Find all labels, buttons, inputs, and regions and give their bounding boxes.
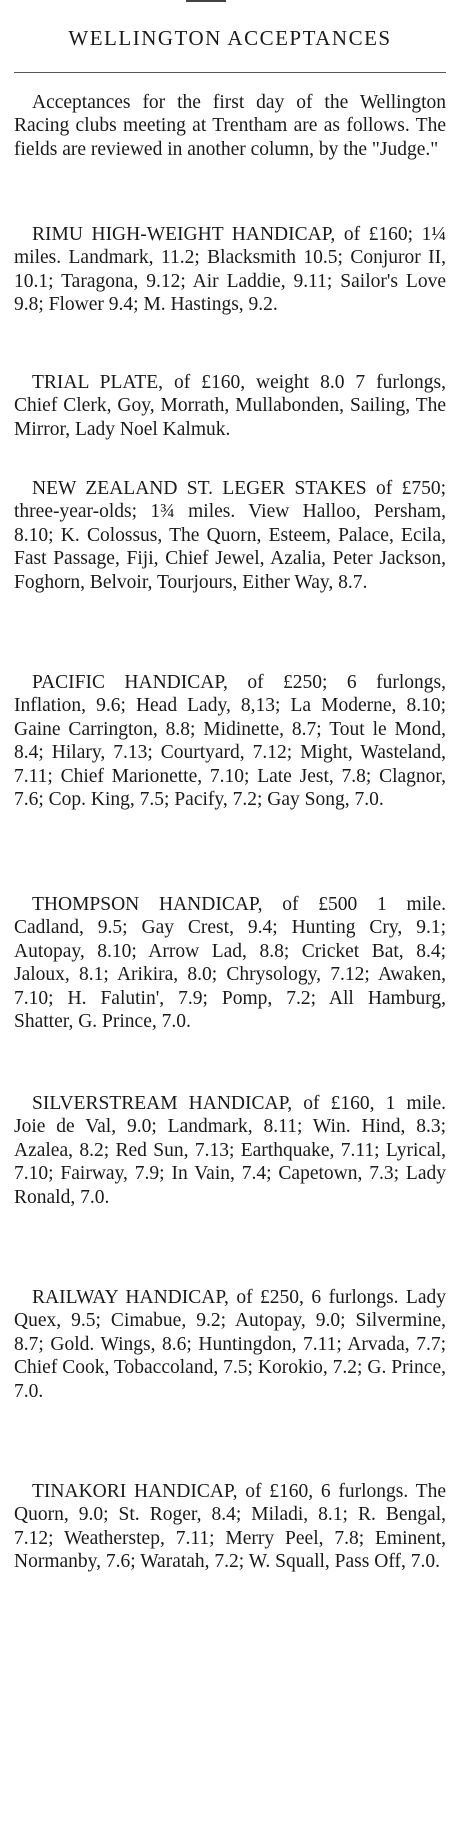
race-new-zealand-st-leger: NEW ZEALAND ST. LEGER STAKES of £750; three-year-olds; 1¾ miles. View Halloo, Persham, 8.10; K. Colossus, The Quorn, Esteem, Palace, Ecila, Fast Passage, Fiji, Chief Jewel, Azalia, Peter Jackson, Foghorn, Belvoir, Tourjours, Either Way, 8.7.: [14, 478, 446, 593]
intro-paragraph: Acceptances for the first day of the Wellington Racing clubs meeting at Trentham are as follows. The fields are reviewed in another column, by the "Judge.": [14, 92, 446, 160]
race-thompson-handicap: THOMPSON HANDICAP, of £500 1 mile. Cadland, 9.5; Gay Crest, 9.4; Hunting Cry, 9.1; Autopay, 8.10; Arrow Lad, 8.8; Cricket Bat, 8.4; Jaloux, 8.1; Arikira, 8.0; Chrysology, 7.12; Awaken, 7.10; H. Falutin', 7.9; Pomp, 7.2; All Hamburg, Shatter, G. Prince, 7.0.: [14, 894, 446, 1033]
race-tinakori-handicap: TINAKORI HANDICAP, of £160, 6 furlongs. The Quorn, 9.0; St. Roger, 8.4; Miladi, 8.1; R. Bengal, 7.12; Weatherstep, 7.11; Merry Peel, 7.8; Eminent, Normanby, 7.6; Waratah, 7.2; W. Squall, Pass Off, 7.0.: [14, 1481, 446, 1573]
race-pacific-handicap: PACIFIC HANDICAP, of £250; 6 furlongs, Inflation, 9.6; Head Lady, 8,13; La Moderne, 8.10; Gaine Carrington, 8.8; Midinette, 8.7; Tout le Mond, 8.4; Hilary, 7.13; Courtyard, 7.12; Might, Wasteland, 7.11; Chief Marionette, 7.10; Late Jest, 7.8; Clagnor, 7.6; Cop. King, 7.5; Pacify, 7.2; Gay Song, 7.0.: [14, 672, 446, 811]
top-rule-stub: [186, 0, 226, 2]
race-rimu-high-weight-handicap: RIMU HIGH-WEIGHT HANDICAP, of £160; 1¼ miles. Landmark, 11.2; Blacksmith 10.5; Conjuror II, 10.1; Taragona, 9.12; Air Laddie, 9.11; Sailor's Love 9.8; Flower 9.4; M. Hastings, 9.2.: [14, 224, 446, 316]
race-trial-plate: TRIAL PLATE, of £160, weight 8.0 7 furlongs, Chief Clerk, Goy, Morrath, Mullabonden, Sailing, The Mirror, Lady Noel Kalmuk.: [14, 372, 446, 440]
headline-rule: [14, 72, 446, 73]
race-railway-handicap: RAILWAY HANDICAP, of £250, 6 furlongs. Lady Quex, 9.5; Cimabue, 9.2; Autopay, 9.0; Silvermine, 8.7; Gold. Wings, 8.6; Huntingdon, 7.11; Arvada, 7.7; Chief Cook, Tobaccoland, 7.5; Korokio, 7.2; G. Prince, 7.0.: [14, 1287, 446, 1402]
race-silverstream-handicap: SILVERSTREAM HANDICAP, of £160, 1 mile. Joie de Val, 9.0; Landmark, 8.11; Win. Hind, 8.3; Azalea, 8.2; Red Sun, 7.13; Earthquake, 7.11; Lyrical, 7.10; Fairway, 7.9; In Vain, 7.4; Capetown, 7.3; Lady Ronald, 7.0.: [14, 1093, 446, 1208]
headline: WELLINGTON ACCEPTANCES: [68, 26, 392, 50]
